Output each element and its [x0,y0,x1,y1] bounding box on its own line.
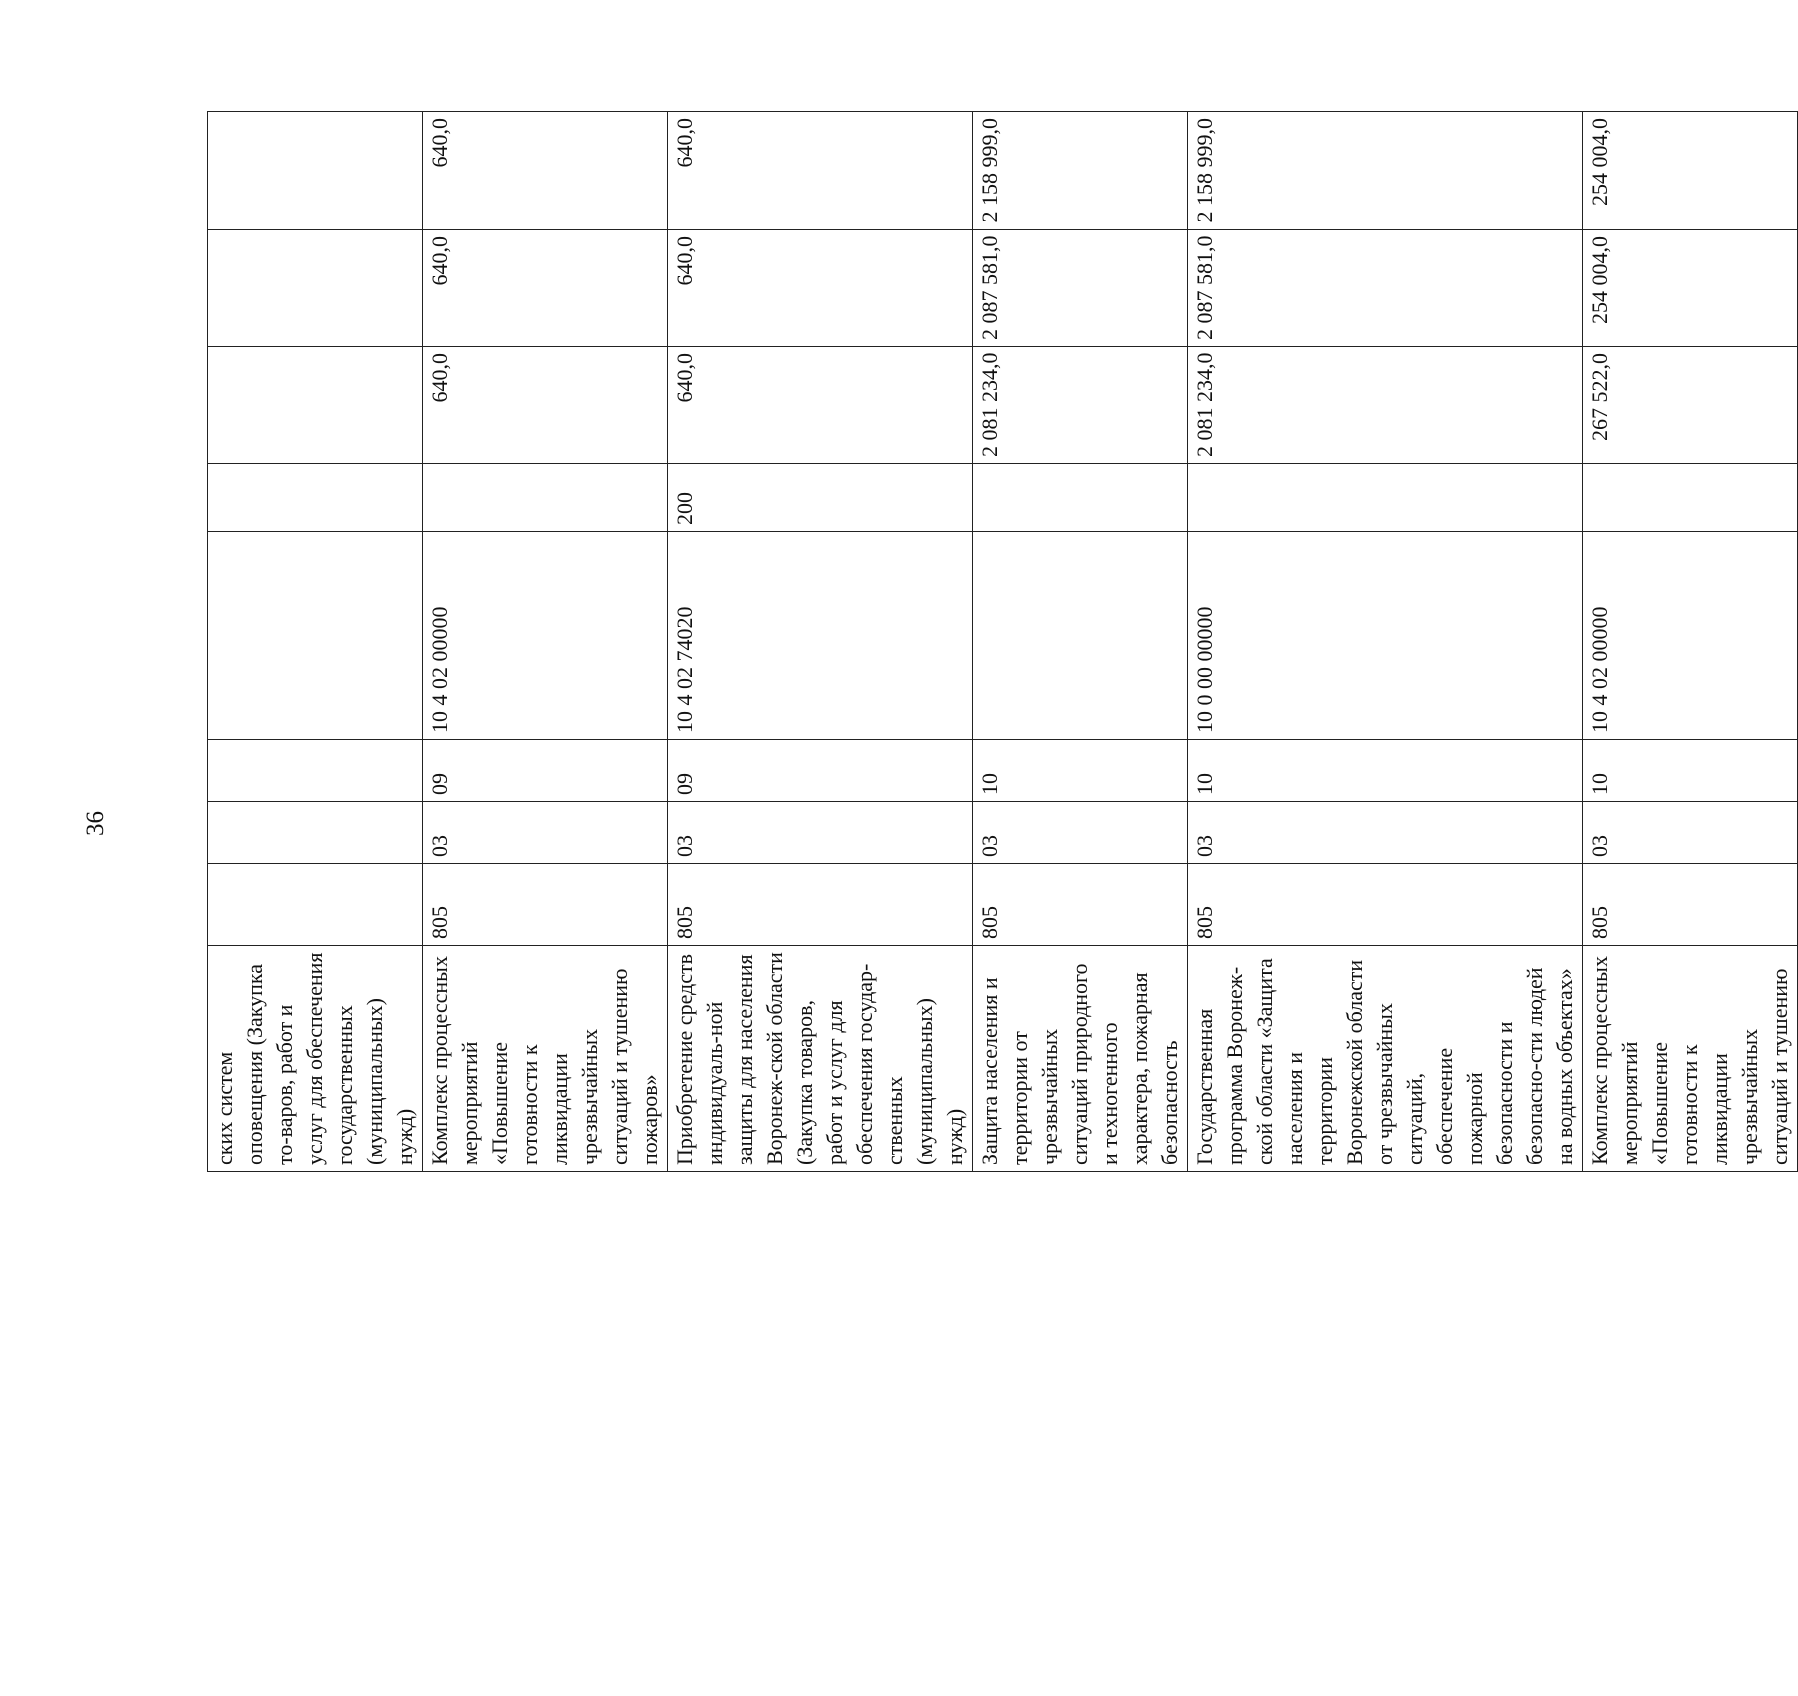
cell-gr: 805 [423,864,668,946]
row-name: Защита населения и территории от чрезвычайных ситуаций природного и техногенного характера, пожарная безопасность [973,946,1188,1172]
cell-amount-2026 [208,112,423,230]
cell-vr [1188,464,1583,532]
cell-rz: 03 [973,802,1188,864]
cell-amount-2024: 2 081 234,0 [973,347,1188,464]
cell-amount-2025: 254 004,0 [1583,230,1798,347]
row-name: ских систем оповещения (Закупка то-варов, работ и услуг для обеспечения государственных (муниципальных) нужд) [208,946,423,1172]
cell-csr [973,532,1188,740]
budget-table [207,111,1798,1172]
cell-pr: 10 [973,740,1188,802]
cell-rz [208,802,423,864]
cell-amount-2025: 640,0 [668,230,973,347]
cell-rz: 03 [668,802,973,864]
cell-amount-2025: 2 087 581,0 [973,230,1188,347]
cell-amount-2026: 640,0 [423,112,668,230]
table-row [973,112,1188,1172]
cell-vr [423,464,668,532]
cell-amount-2024: 267 522,0 [1583,347,1798,464]
cell-amount-2026: 2 158 999,0 [1188,112,1583,230]
cell-amount-2026: 640,0 [668,112,973,230]
cell-gr: 805 [668,864,973,946]
cell-vr [208,464,423,532]
cell-rz: 03 [1188,802,1583,864]
cell-gr: 805 [1583,864,1798,946]
cell-amount-2024 [208,347,423,464]
cell-rz: 03 [1583,802,1798,864]
table-row [423,112,668,1172]
cell-amount-2024: 640,0 [668,347,973,464]
cell-amount-2026: 2 158 999,0 [973,112,1188,230]
cell-amount-2025: 2 087 581,0 [1188,230,1583,347]
cell-csr: 10 4 02 00000 [423,532,668,740]
cell-amount-2024: 640,0 [423,347,668,464]
row-name: Комплекс процессных мероприятий «Повышение готовности к ликвидации чрезвычайных ситуаций и тушению пожаров» [423,946,668,1172]
cell-amount-2026: 254 004,0 [1583,112,1798,230]
table-row [208,112,423,1172]
cell-vr [1583,464,1798,532]
cell-pr: 10 [1583,740,1798,802]
cell-csr: 10 4 02 00000 [1583,532,1798,740]
row-name: Комплекс процессных мероприятий «Повышение готовности к ликвидации чрезвычайных ситуаций и тушению [1583,946,1798,1172]
cell-amount-2024: 2 081 234,0 [1188,347,1583,464]
cell-pr: 09 [668,740,973,802]
cell-gr: 805 [1188,864,1583,946]
row-name: Приобретение средств индивидуаль-ной защиты для населения Воронеж-ской области (Закупка товаров, работ и услуг для обеспечения государ-ственных (муниципальных) нужд) [668,946,973,1172]
cell-pr [208,740,423,802]
cell-gr: 805 [973,864,1188,946]
table-row [668,112,973,1172]
cell-vr: 200 [668,464,973,532]
cell-amount-2025: 640,0 [423,230,668,347]
budget-table-rotated [207,112,1792,1172]
cell-amount-2025 [208,230,423,347]
cell-csr: 10 0 00 00000 [1188,532,1583,740]
cell-rz: 03 [423,802,668,864]
row-name: Государственная программа Воронеж-ской области «Защита населения и территории Воронежской области от чрезвычайных ситуаций, обеспечение пожарной безопасности и безопасно-сти людей на водных объектах» [1188,946,1583,1172]
table-row [1583,112,1798,1172]
page-number: 36 [82,811,109,836]
cell-vr [973,464,1188,532]
cell-csr: 10 4 02 74020 [668,532,973,740]
cell-csr [208,532,423,740]
cell-pr: 10 [1188,740,1583,802]
cell-gr [208,864,423,946]
table-row [1188,112,1583,1172]
cell-pr: 09 [423,740,668,802]
